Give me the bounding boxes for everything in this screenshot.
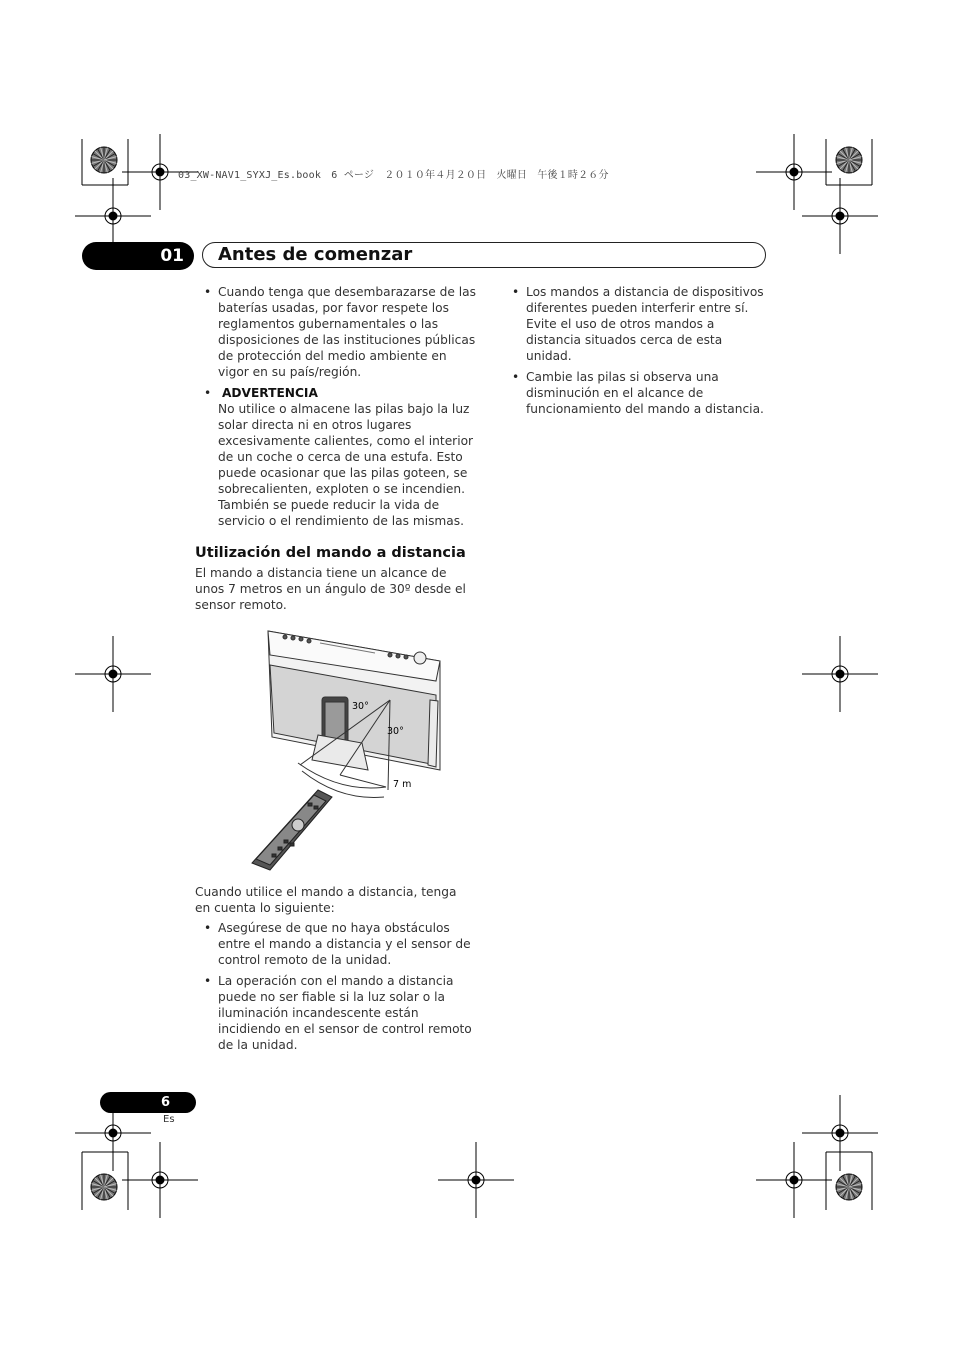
list-item: • Los mandos a distancia de dispositivos diferentes pueden interferir entre sí. Evite el uso de otros mandos a distancia situados cerca de esta unidad. — [503, 284, 765, 364]
after-diagram-text: Cuando utilice el mando a distancia, tenga en cuenta lo siguiente: — [195, 885, 457, 915]
angle-label-2: 30° — [387, 726, 404, 737]
warning-item — [195, 385, 477, 529]
chapter-number-badge — [82, 242, 194, 270]
list-item: • Cuando tenga que desembarazarse de las baterías usadas, por favor respete los reglamentos gubernamentales o las disposiciones de las instituciones públicas de protección del medio ambiente en vigor en su país/región. — [195, 284, 477, 380]
crosshair-target-icon — [122, 1142, 198, 1218]
right-column — [503, 284, 765, 422]
crosshair-target-icon — [75, 636, 151, 712]
chapter-number: 01 — [160, 246, 184, 266]
left-column-top — [195, 284, 477, 534]
starburst-icon — [91, 147, 117, 173]
warning-text: No utilice o almacene las pilas bajo la luz solar directa ni en otros lugares excesivamente calientes, como el interior de un coche o cerca de una estufa. Esto puede ocasionar que las pilas goteen, se sobrecalienten, exploten o se incendien. También se puede reducir la vida de servicio o el rendimiento de las mismas. — [218, 402, 474, 528]
list-item: • Cambie las pilas si observa una disminución en el alcance de funcionamiento del mando a distancia. — [503, 369, 765, 417]
starburst-icon — [836, 147, 862, 173]
list-item: • Asegúrese de que no haya obstáculos entre el mando a distancia y el sensor de control remoto de la unidad. — [195, 920, 477, 968]
distance-label: 7 m — [393, 779, 412, 790]
chapter-title: Antes de comenzar — [218, 244, 413, 265]
remote-control-illustration — [252, 790, 332, 870]
page-language: Es — [163, 1114, 175, 1125]
page-number: 6 — [160, 1095, 170, 1110]
crosshair-target-icon — [802, 1095, 878, 1171]
starburst-icon — [91, 1174, 117, 1200]
print-header: 03_XW-NAV1_SYXJ_Es.book 6 ページ ２０１０年４月２０日 火曜日 午後１時２６分 — [178, 170, 609, 181]
crosshair-target-icon — [438, 1142, 514, 1218]
page-number-badge — [100, 1092, 196, 1113]
angle-label-1: 30° — [352, 701, 369, 712]
starburst-icon — [836, 1174, 862, 1200]
section-heading: Utilización del mando a distancia — [195, 545, 466, 561]
crosshair-target-icon — [802, 178, 878, 254]
left-column-bottom — [195, 920, 477, 1058]
warning-label: • ADVERTENCIA — [222, 386, 318, 400]
crosshair-target-icon — [756, 134, 832, 210]
crosshair-target-icon — [756, 1142, 832, 1218]
section-intro: El mando a distancia tiene un alcance de unos 7 metros en un ángulo de 30º desde el sensor remoto. — [195, 566, 466, 612]
crosshair-target-icon — [802, 636, 878, 712]
remote-range-diagram — [240, 625, 450, 875]
list-item: • La operación con el mando a distancia puede no ser fiable si la luz solar o la iluminación incandescente están incidiendo en el sensor de control remoto de la unidad. — [195, 973, 477, 1053]
